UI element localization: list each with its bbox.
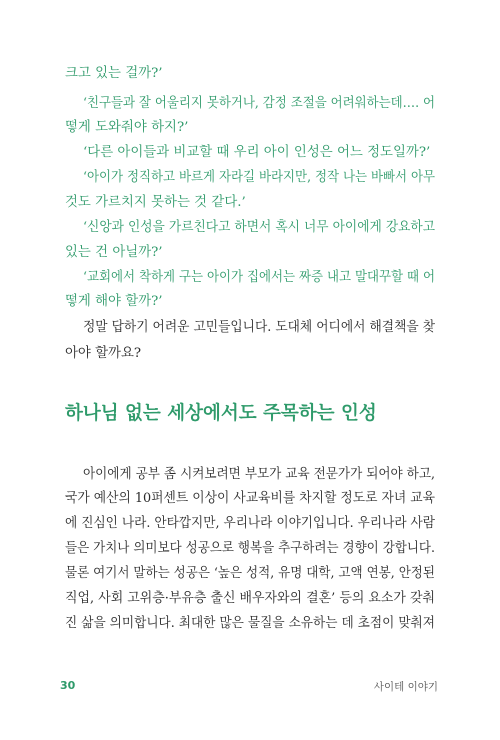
quote-line: ‘다른 아이들과 비교할 때 우리 아이 인성은 어느 정도일까?’ [83, 145, 431, 160]
body-line: 아이에게 공부 좀 시켜보려면 부모가 교육 전문가가 되어야 하고, [83, 467, 435, 482]
body-line: 국가 예산의 10퍼센트 이상이 사교육비를 차지할 정도로 자녀 교육 [65, 491, 435, 506]
section-heading: 하나님 없는 세상에서도 주목하는 인성 [65, 403, 377, 424]
running-title: 사이테 이야기 [373, 681, 438, 693]
quote-line: 떻게 도와줘야 하지?’ [65, 120, 189, 135]
quote-line: 크고 있는 걸까?’ [65, 66, 163, 81]
body-line: 물론 여기서 말하는 성공은 ‘높은 성적, 유명 대학, 고액 연봉, 안정된 [65, 566, 435, 581]
quote-line: 떻게 해야 할까?’ [65, 294, 163, 309]
page-number: 30 [60, 679, 76, 692]
quote-line: ‘친구들과 잘 어울리지 못하거나, 감정 조절을 어려워하는데…. 어 [83, 96, 435, 111]
quote-line: ‘교회에서 착하게 구는 아이가 집에서는 짜증 내고 말대꾸할 때 어 [83, 270, 435, 285]
body-line: 에 진심인 나라. 안타깝지만, 우리나라 이야기입니다. 우리나라 사람 [65, 516, 435, 531]
quote-line: ‘아이가 정직하고 바르게 자라길 바라지만, 정작 나는 바빠서 아무 [83, 170, 435, 185]
quote-line: 있는 건 아닐까?’ [65, 245, 163, 260]
body-line: 진 삶을 의미합니다. 최대한 많은 물질을 소유하는 데 초점이 맞춰져 [65, 616, 435, 631]
quote-line: ‘신앙과 인성을 가르친다고 하면서 혹시 너무 아이에게 강요하고 [83, 220, 435, 235]
closing-line: 아야 할까요? [65, 346, 142, 361]
quote-line: 것도 가르치지 못하는 것 같다.’ [65, 195, 246, 210]
body-line: 직업, 사회 고위층·부유층 출신 배우자와의 결혼’ 등의 요소가 갖춰 [65, 591, 435, 606]
body-line: 들은 가치나 의미보다 성공으로 행복을 추구하려는 경향이 강합니다. [65, 541, 435, 556]
closing-line: 정말 답하기 어려운 고민들입니다. 도대체 어디에서 해결책을 찾 [83, 320, 435, 335]
